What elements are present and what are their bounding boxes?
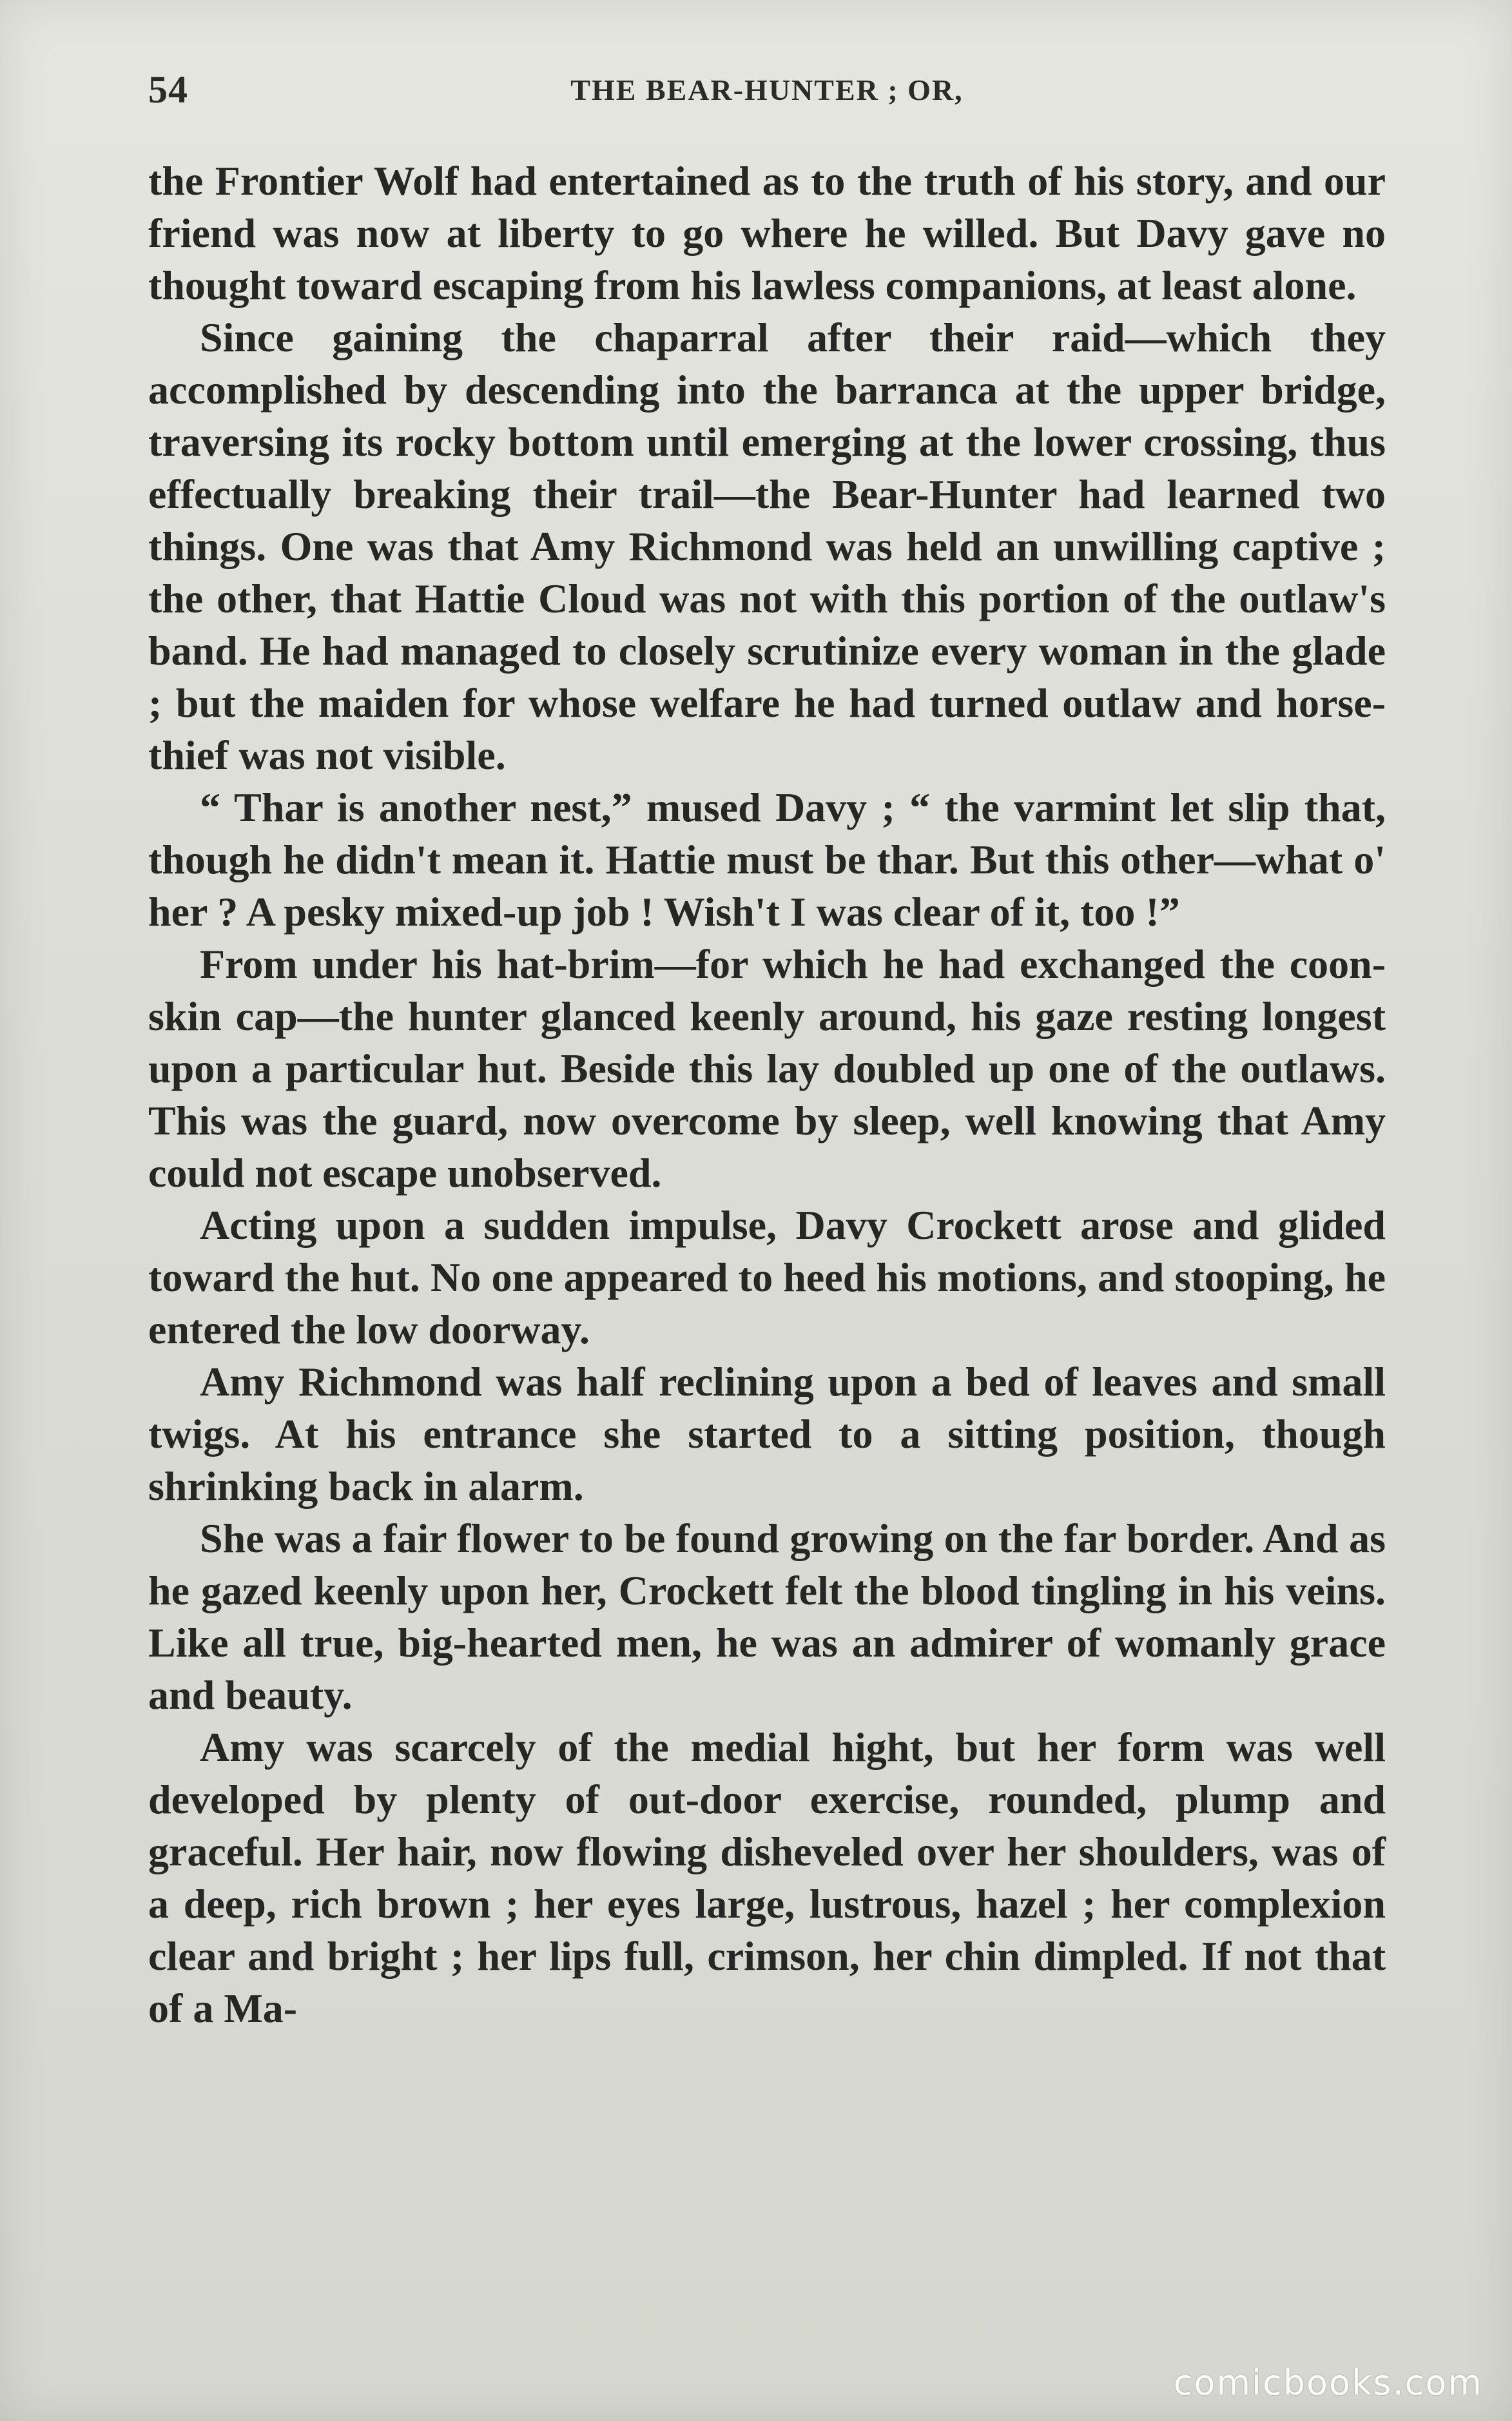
watermark-logo: comicbooks.com	[1173, 2362, 1483, 2403]
paragraph: Since gaining the chaparral after their raid—which they accomplished by descending into the barranca at the upper bridge, traversing its rocky bottom until emerging at the lower crossing, thus effectually breaking their trail—the Bear-Hunter had learned two things. One was that Amy Richmond was held an unwilling captive ; the other, that Hattie Cloud was not with this portion of the outlaw's band. He had managed to closely scrutinize every woman in the glade ; but the maiden for whose welfare he had turned outlaw and horse-thief was not visible.	[148, 315, 1386, 778]
paragraph: “ Thar is another nest,” mused Davy ; “ the varmint let slip that, though he didn't mean it. Hattie must be thar. But this other—what o' her ? A pesky mixed-up job ! Wish't I was clear of it, too !”	[148, 784, 1386, 935]
paragraph: Amy was scarcely of the medial hight, but her form was well developed by plenty of out-door exercise, rounded, plump and graceful. Her hair, now flowing disheveled over her shoulders, was of a deep, rich brown ; her eyes large, lustrous, hazel ; her complexion clear and bright ; her lips full, crimson, her chin dimpled. If not that of a Ma-	[148, 1724, 1386, 2031]
paragraph: the Frontier Wolf had entertained as to the truth of his story, and our friend was now at liberty to go where he willed. But Davy gave no thought toward escaping from his lawless companions, at least alone.	[148, 158, 1386, 308]
running-head: THE BEAR-HUNTER ; OR,	[570, 73, 964, 106]
paragraph: Acting upon a sudden impulse, Davy Crockett arose and glided toward the hut. No one appeared to heed his motions, and stooping, he entered the low doorway.	[148, 1202, 1386, 1352]
body-text	[148, 155, 1386, 2034]
paragraph: From under his hat-brim—for which he had exchanged the coon-skin cap—the hunter glanced keenly around, his gaze resting longest upon a particular hut. Beside this lay doubled up one of the outlaws. This was the guard, now overcome by sleep, well knowing that Amy could not escape unobserved.	[148, 941, 1386, 1196]
paragraph: She was a fair flower to be found growing on the far border. And as he gazed keenly upon her, Crockett felt the blood tingling in his veins. Like all true, big-hearted men, he was an admirer of womanly grace and beauty.	[148, 1515, 1386, 1718]
page-header	[148, 68, 1386, 113]
paragraph: Amy Richmond was half reclining upon a bed of leaves and small twigs. At his entrance she started to a sitting position, though shrinking back in alarm.	[148, 1359, 1386, 1509]
page-number: 54	[148, 68, 188, 111]
